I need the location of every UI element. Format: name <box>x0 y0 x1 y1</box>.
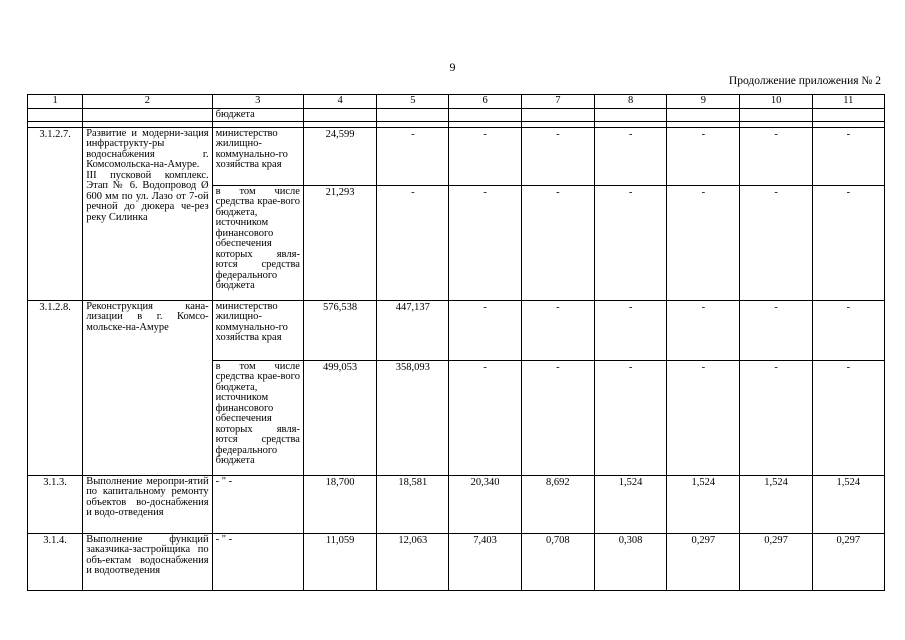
value-cell: 447,137 <box>377 300 449 360</box>
value-cell: 1,524 <box>667 475 740 533</box>
row-name: Реконструкция кана-лизации в г. Комсо-мольске-на-Амуре <box>83 300 212 475</box>
value-cell: - <box>377 185 449 300</box>
column-number: 3 <box>212 95 303 109</box>
value-cell: - <box>667 127 740 185</box>
value-cell: 0,308 <box>594 533 666 590</box>
column-number: 5 <box>377 95 449 109</box>
column-number: 4 <box>303 95 376 109</box>
column-number: 7 <box>521 95 594 109</box>
continuation-label: Продолжение приложения № 2 <box>728 75 881 87</box>
value-cell: 1,524 <box>812 475 884 533</box>
value-cell: - <box>594 127 666 185</box>
value-cell: - <box>667 185 740 300</box>
value-cell: 24,599 <box>303 127 376 185</box>
row-code: 3.1.3. <box>28 475 83 533</box>
table-row <box>28 475 885 533</box>
column-number: 2 <box>83 95 212 109</box>
value-cell: 21,293 <box>303 185 376 300</box>
value-cell: - <box>740 300 812 360</box>
value-cell: - <box>812 360 884 475</box>
funding-source: министерство жилищно-коммунально-го хозяйства края <box>212 300 303 360</box>
value-cell: - <box>740 185 812 300</box>
table-row <box>28 533 885 590</box>
value-cell: - <box>521 360 594 475</box>
column-number-row <box>28 95 885 109</box>
value-cell: - <box>521 300 594 360</box>
carryover-row <box>28 109 885 122</box>
value-cell: - <box>812 185 884 300</box>
value-cell: - <box>521 127 594 185</box>
row-name: Развитие и модерни-зация инфраструкту-ры водоснабжения г. Комсомольска-на-Амуре. III пусковой комплекс. Этап № 6. Водопровод Ø 600 мм по ул. Лазо от 7-ой речной до дюкера че-рез реку Силинка <box>83 127 212 300</box>
value-cell: - <box>449 360 521 475</box>
budget-table <box>27 94 885 591</box>
row-name: Выполнение меропри-ятий по капитальному ремонту объектов во-доснабжения и водо-отведения <box>83 475 212 533</box>
column-number: 11 <box>812 95 884 109</box>
value-cell: 18,581 <box>377 475 449 533</box>
value-cell: 18,700 <box>303 475 376 533</box>
value-cell: 7,403 <box>449 533 521 590</box>
value-cell: - <box>740 127 812 185</box>
value-cell: 0,297 <box>667 533 740 590</box>
value-cell: 0,297 <box>812 533 884 590</box>
funding-source: в том числе средства крае-вого бюджета, источником финансового обеспечения которых явля-ются средства федерального бюджета <box>212 185 303 300</box>
value-cell: 0,708 <box>521 533 594 590</box>
value-cell: 358,093 <box>377 360 449 475</box>
value-cell: - <box>449 300 521 360</box>
value-cell: - <box>667 300 740 360</box>
value-cell: - <box>594 360 666 475</box>
value-cell: - <box>594 300 666 360</box>
value-cell: 12,063 <box>377 533 449 590</box>
value-cell: - <box>667 360 740 475</box>
value-cell: 8,692 <box>521 475 594 533</box>
funding-source: - " - <box>212 475 303 533</box>
value-cell: 0,297 <box>740 533 812 590</box>
value-cell: 576,538 <box>303 300 376 360</box>
row-code: 3.1.4. <box>28 533 83 590</box>
column-number: 10 <box>740 95 812 109</box>
row-code: 3.1.2.7. <box>28 127 83 300</box>
value-cell: 499,053 <box>303 360 376 475</box>
value-cell: 1,524 <box>594 475 666 533</box>
value-cell: - <box>812 127 884 185</box>
value-cell: 20,340 <box>449 475 521 533</box>
table-row <box>28 127 885 185</box>
value-cell: - <box>812 300 884 360</box>
row-name: Выполнение функций заказчика-застройщика по объ-ектам водоснабжения и водоотведения <box>83 533 212 590</box>
column-number: 1 <box>28 95 83 109</box>
carryover-text: бюджета <box>212 109 303 122</box>
funding-source: в том числе средства крае-вого бюджета, источником финансового обеспечения которых явля-ются средства федерального бюджета <box>212 360 303 475</box>
value-cell: - <box>521 185 594 300</box>
funding-source: министерство жилищно-коммунально-го хозяйства края <box>212 127 303 185</box>
page-number: 9 <box>449 60 456 74</box>
table-row <box>28 300 885 360</box>
value-cell: - <box>449 127 521 185</box>
value-cell: 11,059 <box>303 533 376 590</box>
column-number: 6 <box>449 95 521 109</box>
value-cell: - <box>449 185 521 300</box>
column-number: 8 <box>594 95 666 109</box>
funding-source: - " - <box>212 533 303 590</box>
value-cell: - <box>594 185 666 300</box>
value-cell: - <box>377 127 449 185</box>
column-number: 9 <box>667 95 740 109</box>
value-cell: 1,524 <box>740 475 812 533</box>
value-cell: - <box>740 360 812 475</box>
row-code: 3.1.2.8. <box>28 300 83 475</box>
